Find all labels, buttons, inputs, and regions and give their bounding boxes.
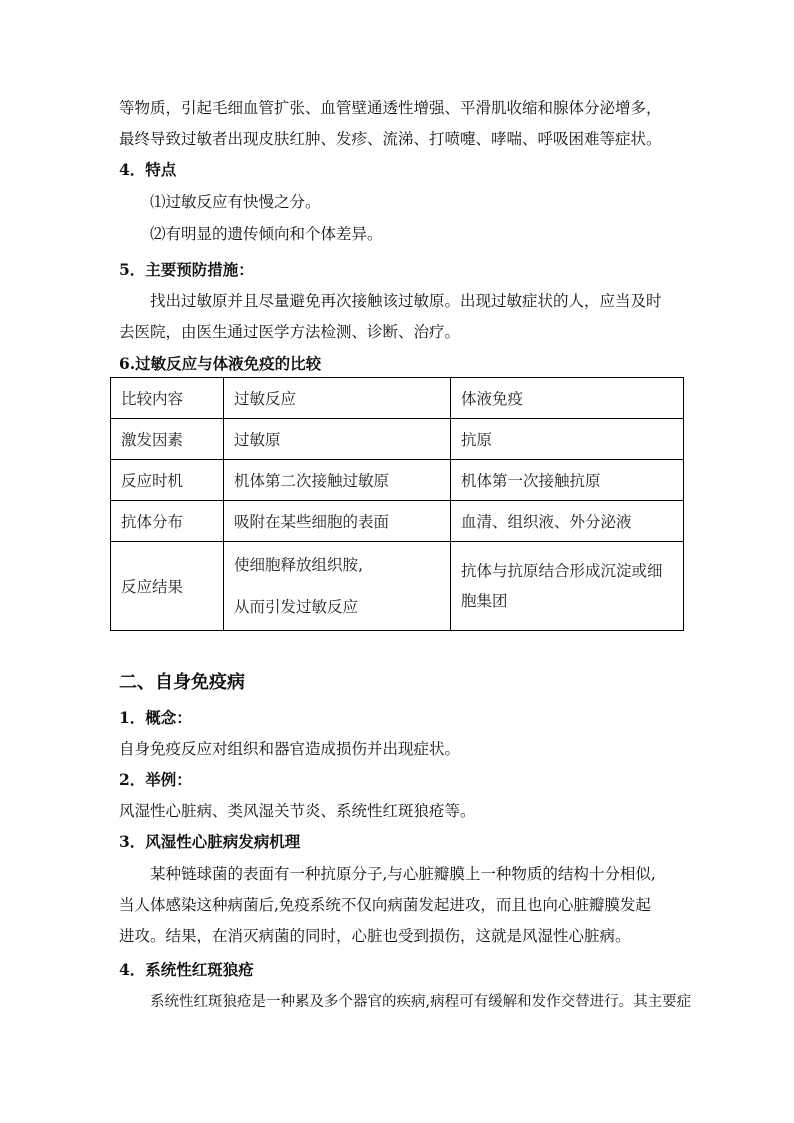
paragraph-line: 当人体感染这种病菌后,免疫系统不仅向病菌发起进攻，而且也向心脏瓣膜发起: [119, 896, 651, 914]
subsection-title: 2．举例：: [119, 770, 192, 789]
paragraph-line: 找出过敏原并且尽量避免再次接触该过敏原。出现过敏症状的人，应当及时: [150, 292, 662, 310]
table-header-cell: 体液免疫: [451, 378, 684, 419]
list-item: ⑵有明显的遗传倾向和个体差异。: [150, 225, 383, 243]
cell-line: 使细胞释放组织胺,: [234, 556, 363, 574]
table-cell: 反应时机: [111, 460, 224, 501]
paragraph-line: 某种链球菌的表面有一种抗原分子,与心脏瓣膜上一种物质的结构十分相似,: [150, 865, 656, 883]
paragraph-line: 风湿性心脏病、类风湿关节炎、系统性红斑狼疮等。: [119, 802, 476, 820]
section-6-title: 6.过敏反应与体液免疫的比较: [119, 354, 322, 373]
table-cell: 反应结果: [111, 542, 224, 631]
cell-line: 抗体与抗原结合形成沉淀或细: [461, 562, 663, 580]
table-cell: 过敏原: [224, 419, 451, 460]
table-cell: 机体第二次接触过敏原: [224, 460, 451, 501]
table-cell: [224, 542, 451, 631]
table-header-row: [111, 378, 684, 419]
table-cell: 激发因素: [111, 419, 224, 460]
table-row: [111, 460, 684, 501]
paragraph-line: 进攻。结果，在消灭病菌的同时，心脏也受到损伤，这就是风湿性心脏病。: [119, 927, 631, 945]
paragraph-line: 去医院，由医生通过医学方法检测、诊断、治疗。: [119, 323, 461, 341]
section-4-title: 4．特点: [119, 160, 177, 179]
table-cell: 抗原: [451, 419, 684, 460]
table-cell: 血清、组织液、外分泌液: [451, 501, 684, 542]
paragraph-line: 系统性红斑狼疮是一种累及多个器官的疾病,病程可有缓解和发作交替进行。其主要症: [150, 994, 692, 1010]
paragraph-line: 等物质，引起毛细血管扩张、血管壁通透性增强、平滑肌收缩和腺体分泌增多，: [119, 99, 662, 117]
cell-line: 从而引发过敏反应: [234, 598, 359, 616]
comparison-table: [110, 377, 684, 631]
paragraph-line: 最终导致过敏者出现皮肤红肿、发疹、流涕、打喷嚏、哮喘、呼吸困难等症状。: [119, 130, 662, 148]
table-cell: [451, 542, 684, 631]
subsection-title: 3．风湿性心脏病发病机理: [119, 832, 301, 851]
cell-line: 胞集团: [461, 592, 508, 610]
subsection-title: 1．概念：: [119, 708, 192, 727]
table-header-cell: 过敏反应: [224, 378, 451, 419]
table-cell: 吸附在某些细胞的表面: [224, 501, 451, 542]
section-5-title: 5．主要预防措施：: [119, 260, 254, 279]
subsection-title: 4．系统性红斑狼疮: [119, 960, 254, 979]
table-cell: 抗体分布: [111, 501, 224, 542]
section-heading: 二、自身免疫病: [119, 672, 245, 693]
table-cell: 机体第一次接触抗原: [451, 460, 684, 501]
list-item: ⑴过敏反应有快慢之分。: [150, 193, 321, 211]
table-row: [111, 542, 684, 631]
paragraph-line: 自身免疫反应对组织和器官造成损伤并出现症状。: [119, 740, 461, 758]
table-row: [111, 501, 684, 542]
table-header-cell: 比较内容: [111, 378, 224, 419]
table-row: [111, 419, 684, 460]
